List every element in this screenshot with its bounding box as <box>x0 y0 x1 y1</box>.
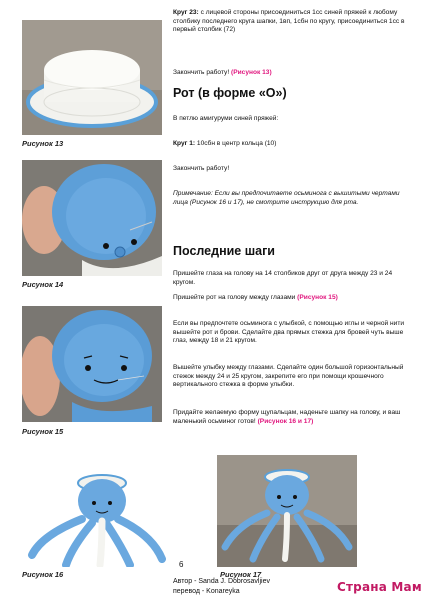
finished-octopus-2-illustration <box>217 455 357 567</box>
photo-octopus-mouth <box>22 160 162 276</box>
octopus-smile-illustration <box>22 306 162 422</box>
author-credit: Автор - Sanda J. Dobrosavljiev <box>173 578 270 585</box>
watermark: Страна Мам <box>337 580 422 594</box>
photo-octopus-smile <box>22 306 162 422</box>
note-text: Если вы предпочитаете осьминога с вышитыми чертами лица (Рисунок 16 и 17), не смотрите инструкцию для рта. <box>173 190 400 206</box>
step4-paragraph: Вышейте улыбку между глазами. Сделайте один большой горизонтальный стежок между 24 и 25 кругом, закрепите его при помощи крошечного вертикального стежка в форме улыбки. <box>173 364 404 389</box>
caption-fig13: Рисунок 13 <box>22 139 64 148</box>
note-label: Примечание: <box>173 190 213 197</box>
step2-text: Пришейте рот на голову между глазами <box>173 294 298 301</box>
caption-fig15: Рисунок 15 <box>22 427 64 436</box>
finish2-paragraph: Закончить работу! <box>173 165 230 172</box>
step5-text: Придайте желаемую форму щупальцам, наденьте шапку на голову, и ваш маленький осьминог готов! <box>173 409 401 425</box>
octopus-illustration <box>22 160 162 276</box>
caption-fig17: Рисунок 17 <box>220 570 262 579</box>
photo-sailor-hat <box>22 20 162 135</box>
round23-label: Круг 23: <box>173 9 199 16</box>
caption-fig14: Рисунок 14 <box>22 280 64 289</box>
finished-octopus-illustration <box>22 455 172 567</box>
translation-credit: перевод - Konareyka <box>173 588 240 595</box>
photo-finished-octopus-1 <box>22 455 172 567</box>
round23-paragraph <box>173 9 413 35</box>
finish1-text: Закончить работу! <box>173 69 232 76</box>
step3-paragraph: Если вы предпочтете осьминога с улыбкой, с помощью иглы и черной нити вышейте рот и брови. Сделайте два прямых стежка для бровей чуть выше глаз, между 18 и 21 кругом. <box>173 320 405 345</box>
mouth-intro: В петлю амигуруми синей пряжей: <box>173 115 279 122</box>
finish1-paragraph <box>173 69 413 78</box>
step5-paragraph <box>173 409 413 426</box>
photo-finished-octopus-2 <box>217 455 357 567</box>
round23-text: с лицевой стороны присоединиться 1сс синей пряжей к любому столбику последнего круга шапки, 1вп, 1сбн по кругу, присоединиться 1сс в первый столбик (72) <box>173 9 405 34</box>
mouth-heading: Рот (в форме «О») <box>173 86 287 100</box>
last-steps-heading: Последние шаги <box>173 244 275 258</box>
step2-ref: (Рисунок 15) <box>297 294 338 301</box>
page-number: 6 <box>179 560 184 569</box>
finish1-ref: (Рисунок 13) <box>231 69 272 76</box>
step2-paragraph <box>173 294 413 303</box>
sailor-hat-illustration <box>22 20 162 135</box>
caption-fig16: Рисунок 16 <box>22 570 64 579</box>
round1-text: 10сбн в центр кольца (10) <box>195 140 277 147</box>
step1-paragraph: Пришейте глаза на голову на 14 столбиков друг от друга между 23 и 24 кругом. <box>173 270 393 286</box>
note-paragraph <box>173 190 413 207</box>
step5-ref: (Рисунок 16 и 17) <box>257 417 314 425</box>
round1-label: Круг 1: <box>173 140 196 147</box>
round1-paragraph <box>173 140 413 149</box>
